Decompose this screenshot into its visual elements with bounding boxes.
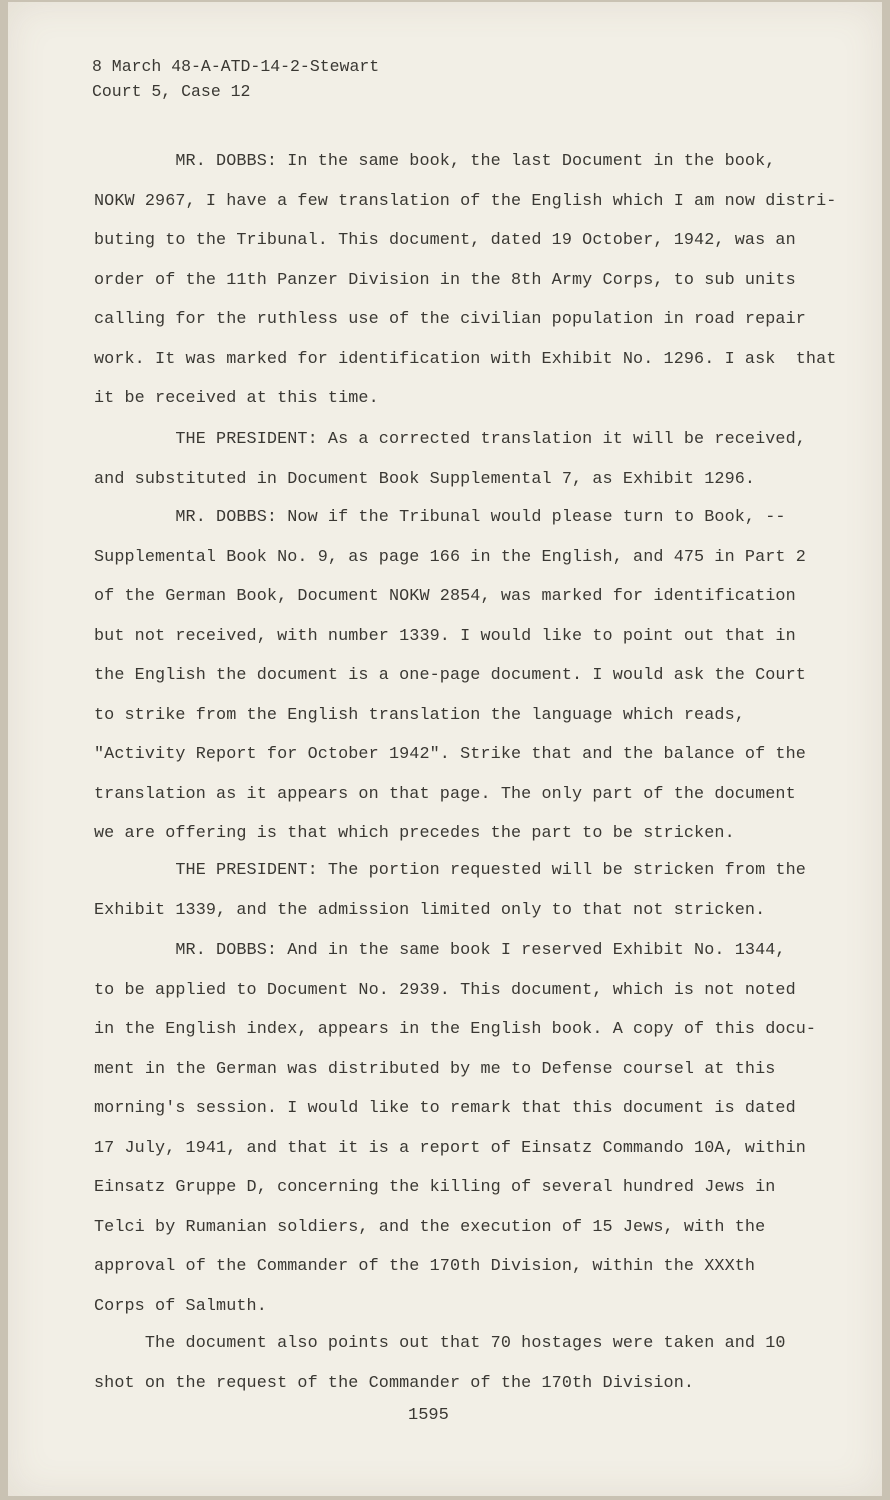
text-line: The document also points out that 70 hostages were taken and 10 [94,1334,786,1353]
text-line: work. It was marked for identification with Exhibit No. 1296. I ask that [94,349,837,369]
text-line: morning's session. I would like to remark that this document is dated [94,1099,796,1118]
text-line: and substituted in Document Book Supplemental 7, as Exhibit 1296. [94,469,756,489]
text-line: we are offering is that which precedes the part to be stricken. [94,824,735,843]
text-line: order of the 11th Panzer Division in the 8th Army Corps, to sub units [94,270,796,290]
text-line: shot on the request of the Commander of the 170th Division. [94,1373,695,1393]
text-line: NOKW 2967, I have a few translation of the English which I am now distri- [94,191,837,211]
paragraph [94,1324,804,1403]
text-line: 17 July, 1941, and that it is a report of Einsatz Commando 10A, within [94,1138,806,1158]
paragraph [94,420,804,499]
text-line: Corps of Salmuth. [94,1296,267,1316]
document-page [8,2,882,1496]
paragraph [94,142,837,419]
text-line: THE PRESIDENT: As a corrected translation it will be received, [94,430,806,449]
text-line: "Activity Report for October 1942". Strike that and the balance of the [94,745,806,764]
text-line: translation as it appears on that page. The only part of the document [94,784,796,804]
text-line: MR. DOBBS: Now if the Tribunal would please turn to Book, -- [94,508,786,527]
text-line: to strike from the English translation the language which reads, [94,705,745,725]
page-header [92,54,379,104]
text-line: MR. DOBBS: And in the same book I reserved Exhibit No. 1344, [94,941,786,960]
paragraph [94,498,804,854]
header-line-2: Court 5, Case 12 [92,82,251,101]
text-line: to be applied to Document No. 2939. This document, which is not noted [94,980,796,1000]
page-number: 1595 [408,1406,449,1425]
text-line: THE PRESIDENT: The portion requested will be stricken from the [94,861,806,880]
text-line: MR. DOBBS: In the same book, the last Document in the book, [94,152,776,171]
paragraph [94,931,817,1326]
text-line: Telci by Rumanian soldiers, and the execution of 15 Jews, with the [94,1217,766,1237]
paragraph [94,851,804,930]
text-line: Exhibit 1339, and the admission limited only to that not stricken. [94,900,766,920]
text-line: Supplemental Book No. 9, as page 166 in the English, and 475 in Part 2 [94,547,806,567]
text-line: ment in the German was distributed by me to Defense coursel at this [94,1059,776,1079]
text-line: but not received, with number 1339. I would like to point out that in [94,626,796,646]
text-line: calling for the ruthless use of the civilian population in road repair [94,310,806,329]
text-line: in the English index, appears in the English book. A copy of this docu- [94,1020,817,1039]
text-line: Einsatz Gruppe D, concerning the killing of several hundred Jews in [94,1178,776,1197]
header-line-1: 8 March 48-A-ATD-14-2-Stewart [92,57,380,76]
text-line: the English the document is a one-page document. I would ask the Court [94,666,806,685]
text-line: buting to the Tribunal. This document, dated 19 October, 1942, was an [94,231,796,250]
text-line: approval of the Commander of the 170th Division, within the XXXth [94,1257,756,1276]
text-line: it be received at this time. [94,389,379,408]
text-line: of the German Book, Document NOKW 2854, was marked for identification [94,587,796,606]
